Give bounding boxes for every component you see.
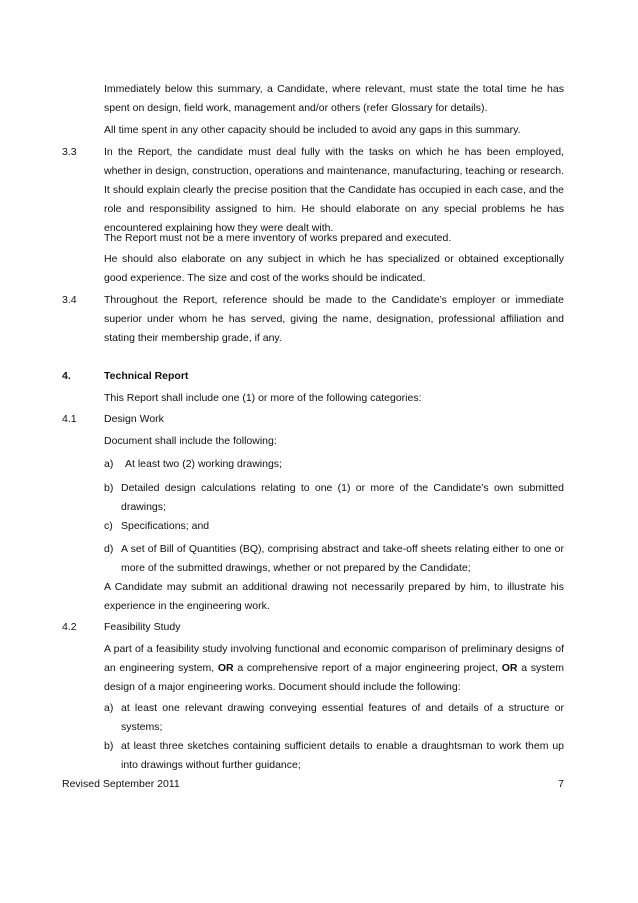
section-3-3-text: In the Report, the candidate must deal fully with the tasks on which he has been employed, whether in design, construction, operations and maintenance, manufacturing, teaching or research. It should explain clearly the precise position that the Candidate has occupied in each case, and the role and responsibility assigned to him. He should elaborate on any special problems he has encountered explaining how they were dealt with. [104,146,564,234]
section-3-3-inventory: The Report must not be a mere inventory of works prepared and executed. [104,232,452,244]
list-item-text: Specifications; and [121,520,210,532]
section-number-4-2: 4.2 [62,621,77,633]
list-item-text: At least two (2) working drawings; [125,458,282,470]
section-number-4: 4. [62,370,71,382]
section-4-1-outro: A Candidate may submit an additional drawing not necessarily prepared by him, to illustrate his experience in the engineering work. [104,581,564,612]
or-emphasis: OR [217,662,234,674]
page-number: 7 [558,778,564,790]
section-4-title: Technical Report [104,370,189,382]
section-number-3-3: 3.3 [62,146,77,158]
section-4-2-text [104,640,564,697]
section-4-2-title: Feasibility Study [104,621,181,633]
list-item-text: A set of Bill of Quantities (BQ), comprising abstract and take-off sheets relating either to one or more of the submitted drawings, whether or not prepared by the Candidate; [121,543,564,574]
section-4-2-text-part: A part of a feasibility study involving functional and economic comparison of preliminary designs of an engineering system, [104,643,564,674]
list-item-label: a) [104,458,114,470]
list-item-text: at least three sketches containing sufficient details to enable a draughtsman to work them up into drawings without further guidance; [121,740,564,771]
section-4-1-title: Design Work [104,413,164,425]
section-number-4-1: 4.1 [62,413,77,425]
footer-revision: Revised September 2011 [62,778,180,790]
list-item-label: b) [104,482,114,494]
section-4-intro: This Report shall include one (1) or more of the following categories: [104,392,422,404]
section-4-2-text-part: a comprehensive report of a major engineering project, [233,662,502,674]
section-3-3-experience: He should also elaborate on any subject in which he has specialized or obtained exceptionally good experience. The size and cost of the works should be indicated. [104,253,564,284]
list-item-text: at least one relevant drawing conveying essential features of and details of a structure or systems; [121,702,564,733]
section-4-2-text-part: a system design of a major engineering works. Document should include the following: [104,662,565,693]
section-number-3-4: 3.4 [62,294,77,306]
list-item-label: c) [104,520,113,532]
summary-paragraph: Immediately below this summary, a Candidate, where relevant, must state the total time he has spent on design, field work, management and/or others (refer Glossary for details). [104,83,564,114]
section-4-1-intro: Document shall include the following: [104,435,277,447]
list-item-label: a) [104,702,114,714]
list-item-label: d) [104,543,114,555]
section-3-4-text: Throughout the Report, reference should be made to the Candidate’s employer or immediate superior under whom he has served, giving the name, designation, professional affiliation and stating their membership grade, if any. [104,294,564,344]
or-emphasis: OR [501,662,518,674]
list-item-label: b) [104,740,114,752]
time-gap-paragraph: All time spent in any other capacity should be included to avoid any gaps in this summary. [104,124,521,136]
list-item-text: Detailed design calculations relating to one (1) or more of the Candidate’s own submitted drawings; [121,482,564,513]
